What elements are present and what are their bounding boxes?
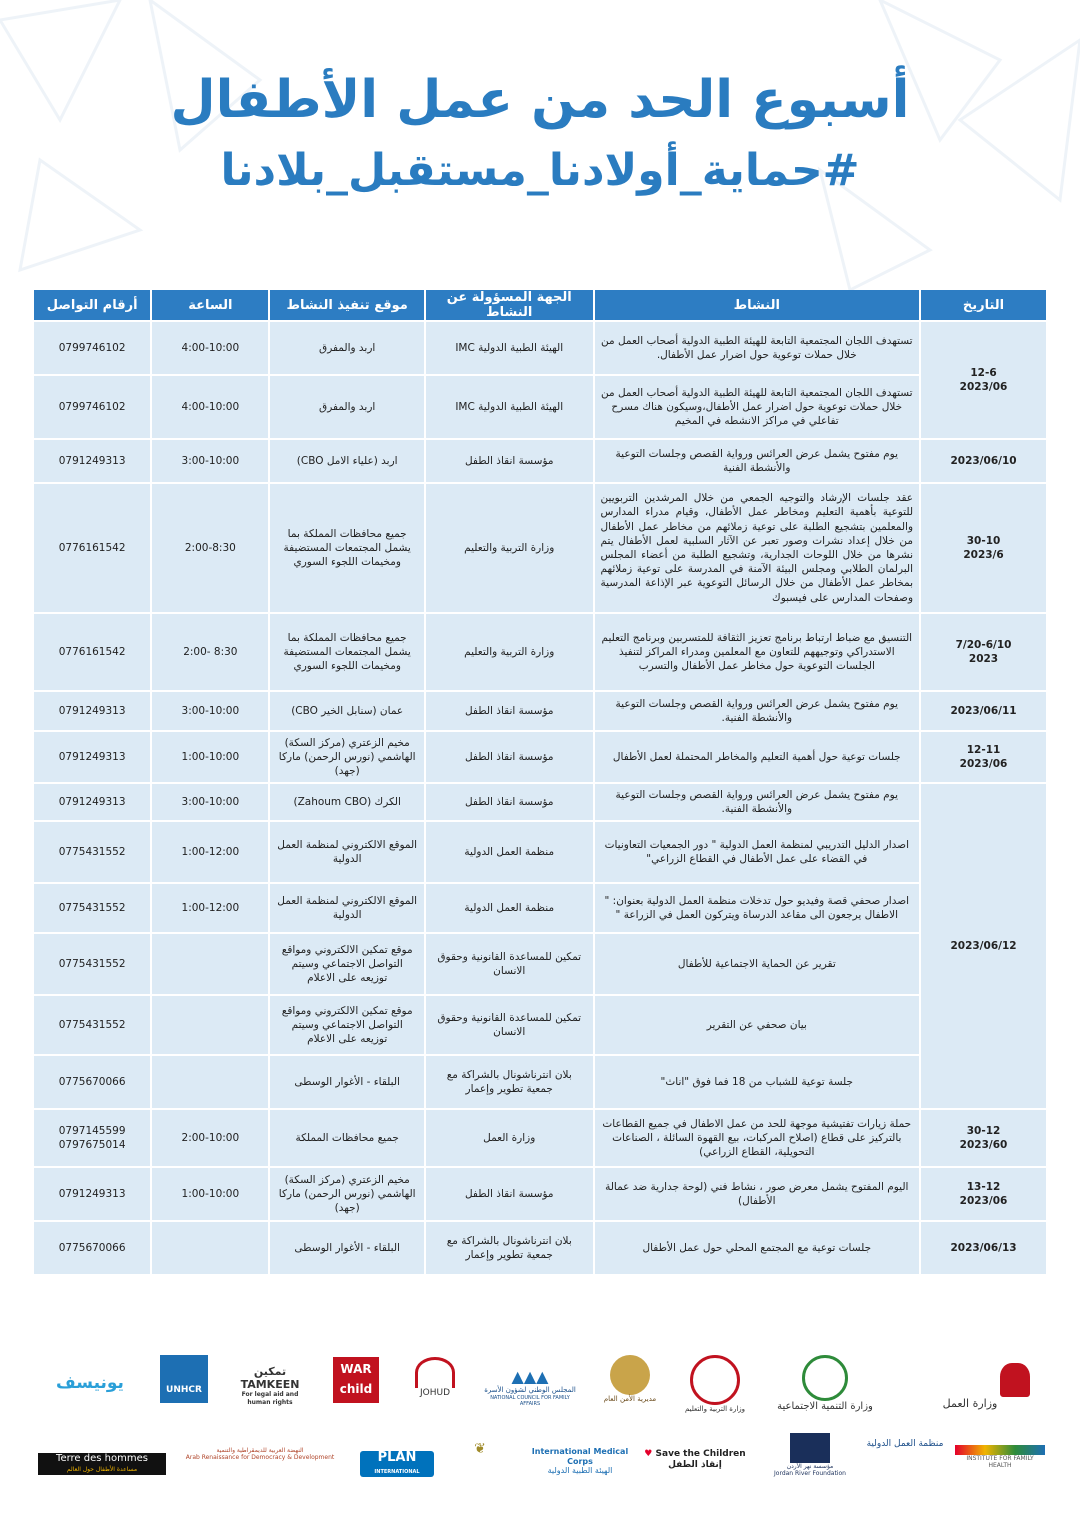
activity-cell: جلسة توعية للشباب من 18 فما فوق "اناث" <box>595 1056 919 1108</box>
location-cell: موقع تمكين الالكتروني ومواقع التواصل الاجتماعي وسيتم توزيعه على الاعلام <box>270 996 423 1054</box>
phone-cell: 0775431552 <box>34 884 150 932</box>
table-row <box>34 884 1046 932</box>
location-cell: البلقاء - الأغوار الوسطى <box>270 1056 423 1108</box>
heart-icon: ♥ <box>644 1449 653 1459</box>
wheat-logo <box>455 1441 505 1481</box>
phone-cell: 0799746102 <box>34 376 150 438</box>
column-header-activity: النشاط <box>595 290 919 320</box>
schedule-table <box>32 288 1048 1276</box>
phone-cell: 0775431552 <box>34 996 150 1054</box>
activity-cell: جلسات توعية مع المجتمع المحلي حول عمل الأطفال <box>595 1222 919 1274</box>
terre-des-hommes-logo: Terre des hommes مساعدة الأطفال حول العالم <box>38 1453 166 1475</box>
time-cell <box>152 996 268 1054</box>
activity-cell: اليوم المفتوح يشمل معرض صور ، نشاط فني (لوحة جدارية ضد عمالة الأطفال) <box>595 1168 919 1220</box>
time-cell: 2:00-10:00 <box>152 1110 268 1166</box>
phone-cell: 0775431552 <box>34 822 150 882</box>
location-cell: اربد والمفرق <box>270 376 423 438</box>
location-cell: اربد والمفرق <box>270 322 423 374</box>
table-row <box>34 440 1046 482</box>
table-row <box>34 822 1046 882</box>
organization-cell: مؤسسة انقاذ الطفل <box>426 732 593 782</box>
time-cell: 1:00-10:00 <box>152 1168 268 1220</box>
phone-cell: 0775431552 <box>34 934 150 994</box>
location-cell: البلقاء - الأغوار الوسطى <box>270 1222 423 1274</box>
date-cell: 12-11 2023/06 <box>921 732 1046 782</box>
hashtag: #حماية_أولادنا_مستقبل_بلادنا <box>220 145 860 196</box>
wheat-icon: ❦ <box>474 1441 486 1457</box>
organization-cell: منظمة العمل الدولية <box>426 884 593 932</box>
activity-cell: اصدار صحفي قصة وفيديو حول تدخلات منظمة العمل الدولية بعنوان: " الاطفال يرجعون الى مقاعد الدرساة ويتركون العمل في الزراعة " <box>595 884 919 932</box>
mosd-logo: وزارة التنمية الاجتماعية <box>770 1355 880 1413</box>
time-cell: 2:00-8:30 <box>152 484 268 612</box>
warchild-logo: WAR child <box>333 1357 379 1403</box>
ardd-logo: النهضة العربية للديمقراطية والتنمية Arab Renaissance for Democracy & Development <box>185 1447 335 1462</box>
location-cell: جميع محافظات المملكة <box>270 1110 423 1166</box>
table-row <box>34 692 1046 730</box>
time-cell: 1:00-10:00 <box>152 732 268 782</box>
activity-cell: تستهدف اللجان المجتمعية التابعة للهيئة الطبية الدولية أصحاب العمل من خلال حملات توعوية حول اضرار عمل الأطفال،وسيكون هناك مسرح تفاعلي في مراكز الانشطه في المخيم <box>595 376 919 438</box>
date-cell: 7/20-6/10 2023 <box>921 614 1046 690</box>
table-row <box>34 1168 1046 1220</box>
table-row <box>34 1110 1046 1166</box>
date-cell: 30-12 2023/60 <box>921 1110 1046 1166</box>
activity-cell: التنسيق مع ضباط ارتباط برنامج تعزيز الثقافة للمتسربين وبرنامج التعليم الاستدراكي وتوجيههم للتعاون مع المعلمين ومدراء المراكز لتنفيذ الجلسات التوعوية حول مخاطر عمل الأطفال والتسرب <box>595 614 919 690</box>
column-header-location: موقع تنفيذ النشاط <box>270 290 423 320</box>
table-row <box>34 614 1046 690</box>
location-cell: مخيم الزعتري (مركز السكة) الهاشمي (نورس الرحمن) ماركا (جهد) <box>270 1168 423 1220</box>
table-header-row <box>34 290 1046 320</box>
organization-cell: تمكين للمساعدة القانونية وحقوق الانسان <box>426 996 593 1054</box>
time-cell: 2:00- 8:30 <box>152 614 268 690</box>
organization-cell: مؤسسة انقاذ الطفل <box>426 784 593 820</box>
phone-cell: 0775670066 <box>34 1056 150 1108</box>
location-cell: الموقع الالكتروني لمنظمة العمل الدولية <box>270 822 423 882</box>
phone-cell: 0775670066 <box>34 1222 150 1274</box>
date-cell: 2023/06/12 <box>921 784 1046 1108</box>
table-row <box>34 934 1046 994</box>
tamkeen-logo: تمكين TAMKEEN For legal aid and human rights <box>240 1365 300 1406</box>
location-cell: جميع محافظات المملكة بما يشمل المجتمعات المستضيفة ومخيمات اللجوء السوري <box>270 484 423 612</box>
table-row <box>34 322 1046 374</box>
mol-logo: وزارة العمل <box>910 1363 1030 1410</box>
organization-cell: الهيئة الطبية الدولية IMC <box>426 376 593 438</box>
organization-cell: وزارة التربية والتعليم <box>426 614 593 690</box>
date-cell: 2023/06/10 <box>921 440 1046 482</box>
activity-cell: يوم مفتوح يشمل عرض العرائس ورواية القصص وجلسات التوعية والأنشطة الفنية. <box>595 692 919 730</box>
activity-cell: تقرير عن الحماية الاجتماعية للأطفال <box>595 934 919 994</box>
organization-cell: تمكين للمساعدة القانونية وحقوق الانسان <box>426 934 593 994</box>
organization-cell: وزارة العمل <box>426 1110 593 1166</box>
location-cell: جميع محافظات المملكة بما يشمل المجتمعات المستضيفة ومخيمات اللجوء السوري <box>270 614 423 690</box>
organization-cell: بلان انترناشونال بالشراكة مع جمعية تطوير وإعمار <box>426 1056 593 1108</box>
unicef-logo: يونيسف <box>56 1373 124 1393</box>
date-cell: 2023/06/13 <box>921 1222 1046 1274</box>
organization-cell: مؤسسة انقاذ الطفل <box>426 440 593 482</box>
phone-cell: 0791249313 <box>34 692 150 730</box>
moe-logo: وزارة التربية والتعليم <box>680 1355 750 1413</box>
page-title: أسبوع الحد من عمل الأطفال <box>170 70 910 130</box>
save-the-children-logo: ♥ Save the Children إنقاذ الطفل <box>644 1449 746 1470</box>
location-cell: عمان (سنابل الخير CBO) <box>270 692 423 730</box>
phone-cell: 0791249313 <box>34 784 150 820</box>
partner-logos <box>30 1355 1050 1505</box>
date-cell: 2023/06/11 <box>921 692 1046 730</box>
date-cell: 12-6 2023/06 <box>921 322 1046 438</box>
time-cell: 1:00-12:00 <box>152 884 268 932</box>
column-header-phone: أرقام التواصل <box>34 290 150 320</box>
activity-cell: يوم مفتوح يشمل عرض العرائس ورواية القصص وجلسات التوعية والأنشطة الفنية <box>595 440 919 482</box>
time-cell: 3:00-10:00 <box>152 692 268 730</box>
location-cell: الكرك (Zahoum CBO) <box>270 784 423 820</box>
table-row <box>34 376 1046 438</box>
column-header-date: التاريخ <box>921 290 1046 320</box>
location-cell: موقع تمكين الالكتروني ومواقع التواصل الاجتماعي وسيتم توزيعه على الاعلام <box>270 934 423 994</box>
activity-cell: يوم مفتوح يشمل عرض العرائس ورواية القصص وجلسات التوعية والأنشطة الفنية. <box>595 784 919 820</box>
time-cell <box>152 934 268 994</box>
jordan-river-foundation-logo: مؤسسة نهر الأردن Jordan River Foundation <box>770 1433 850 1477</box>
public-security-logo: مديرية الأمن العام <box>600 1355 660 1403</box>
date-cell: 30-10 2023/6 <box>921 484 1046 612</box>
date-cell: 13-12 2023/06 <box>921 1168 1046 1220</box>
time-cell: 3:00-10:00 <box>152 784 268 820</box>
table-row <box>34 732 1046 782</box>
table-row <box>34 1222 1046 1274</box>
table-row <box>34 996 1046 1054</box>
organization-cell: مؤسسة انقاذ الطفل <box>426 1168 593 1220</box>
phone-cell: 0797145599 0797675014 <box>34 1110 150 1166</box>
activity-cell: اصدار الدليل التدريبي لمنظمة العمل الدولية " دور الجمعيات التعاونيات في القضاء على عمل الأطفال في القطاع الزراعي" <box>595 822 919 882</box>
activity-cell: تستهدف اللجان المجتمعية التابعة للهيئة الطبية الدولية أصحاب العمل من خلال حملات توعوية حول اضرار عمل الأطفال. <box>595 322 919 374</box>
location-cell: اربد (علياء الامل CBO) <box>270 440 423 482</box>
phone-cell: 0776161542 <box>34 614 150 690</box>
table-row <box>34 784 1046 820</box>
location-cell: مخيم الزعتري (مركز السكة) الهاشمي (نورس الرحمن) ماركا (جهد) <box>270 732 423 782</box>
time-cell: 3:00-10:00 <box>152 440 268 482</box>
organization-cell: وزارة التربية والتعليم <box>426 484 593 612</box>
activity-cell: حملة زيارات تفتيشية موجهة للحد من عمل الاطفال في جميع القطاعات بالتركيز على قطاع (اصلاح المركبات، بيع القهوة السائلة ، الصناعات التحويلية، القطاع الزراعي) <box>595 1110 919 1166</box>
time-cell: 4:00-10:00 <box>152 376 268 438</box>
table-row <box>34 1056 1046 1108</box>
organization-cell: منظمة العمل الدولية <box>426 822 593 882</box>
organization-cell: الهيئة الطبية الدولية IMC <box>426 322 593 374</box>
plan-logo: PLAN INTERNATIONAL <box>360 1451 434 1477</box>
column-header-organization: الجهة المسؤولة عن النشاط <box>426 290 593 320</box>
organization-cell: بلان انترناشونال بالشراكة مع جمعية تطوير وإعمار <box>426 1222 593 1274</box>
table-row <box>34 484 1046 612</box>
ifh-logo: INSTITUTE FOR FAMILY HEALTH <box>955 1445 1045 1469</box>
phone-cell: 0791249313 <box>34 440 150 482</box>
phone-cell: 0799746102 <box>34 322 150 374</box>
column-header-time: الساعة <box>152 290 268 320</box>
ncfa-logo: ▲▲▲ المجلس الوطني لشؤون الأسرة NATIONAL COUNCIL FOR FAMILY AFFAIRS <box>484 1367 576 1407</box>
phone-cell: 0791249313 <box>34 1168 150 1220</box>
organization-cell: مؤسسة انقاذ الطفل <box>426 692 593 730</box>
activity-cell: عقد جلسات الإرشاد والتوجيه الجمعي من خلال المرشدين التربويين للتوعية بأهمية التعليم ومخاطر عمل الأطفال، وقيام مدراء المدارس والمعلمين بتشجيع الطلبة على توعية زملائهم من مخاطر عمل الأطفال من خلال إعداد نشرات وصور تعبر عن الآثار السلبية لعمل الأطفال يتم نشرها من خلال اللوحات الجدارية، وتشجيع الطلبة من أعضاء المجلس البرلمان الطلابي ومجلس البيئة الآمنة في المدرسة على توعية زملائهم بمخاطر عمل الأطفال من خلال الرسائل التوعوية عبر الإذاعة المدرسية وصفحات المدارس على فيسبوك <box>595 484 919 612</box>
ilo-logo: منظمة العمل الدولية <box>866 1439 944 1449</box>
phone-cell: 0776161542 <box>34 484 150 612</box>
time-cell <box>152 1056 268 1108</box>
activity-cell: بيان صحفي عن التقرير <box>595 996 919 1054</box>
time-cell <box>152 1222 268 1274</box>
unhcr-logo: UNHCR <box>160 1355 208 1403</box>
imc-logo: International Medical Corps الهيئة الطبية الدولية <box>531 1447 629 1476</box>
time-cell: 4:00-10:00 <box>152 322 268 374</box>
johud-logo: JOHUD <box>405 1357 465 1399</box>
activity-cell: جلسات توعية حول أهمية التعليم والمخاطر المحتملة لعمل الأطفال <box>595 732 919 782</box>
time-cell: 1:00-12:00 <box>152 822 268 882</box>
location-cell: الموقع الالكتروني لمنظمة العمل الدولية <box>270 884 423 932</box>
phone-cell: 0791249313 <box>34 732 150 782</box>
